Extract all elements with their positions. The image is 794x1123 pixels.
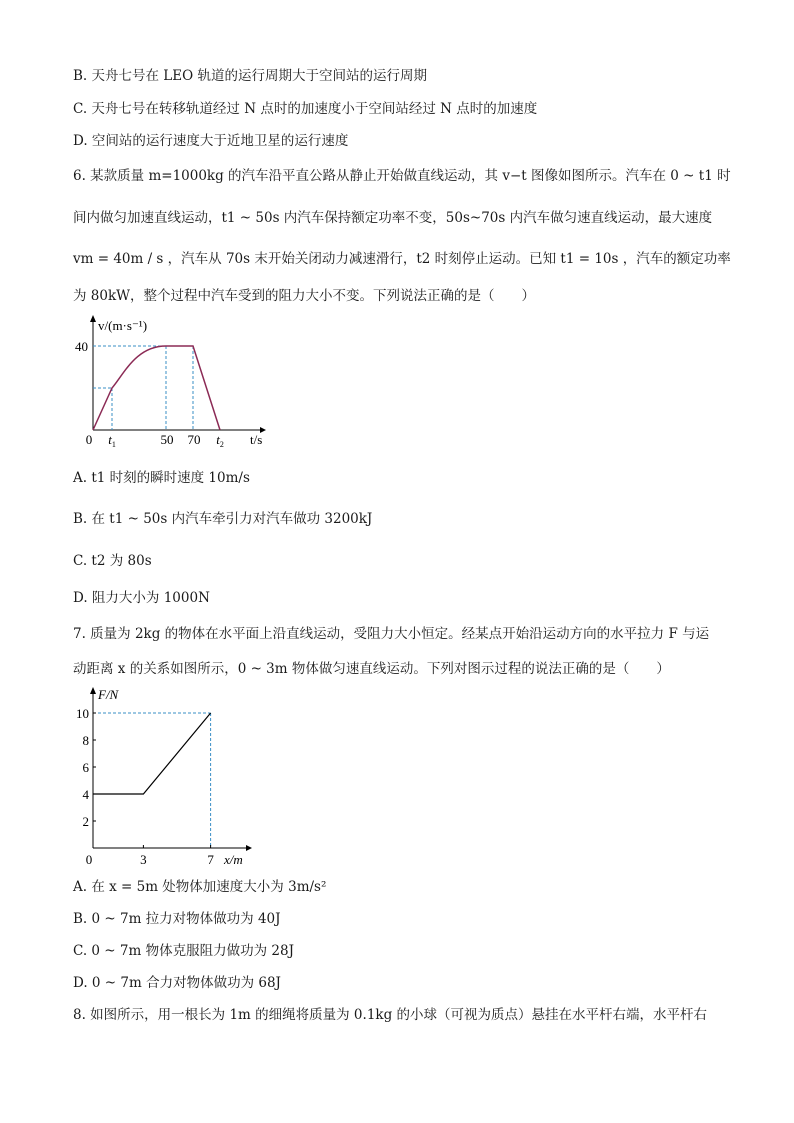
fx-x-arrow: [246, 845, 252, 851]
vt-ytick-40: 40: [75, 339, 88, 354]
q6-option-a: A. t1 时刻的瞬时速度 10m/s: [73, 470, 250, 486]
vt-series-line: [93, 346, 220, 430]
vt-chart: [70, 312, 270, 452]
q7-stem-line-1: 7. 质量为 2kg 的物体在水平面上沿直线运动，受阻力大小恒定。经某点开始沿运动方向的水平拉力 F 与运: [73, 626, 710, 642]
q6-option-b: B. 在 t1 ~ 50s 内汽车牵引力对汽车做功 3200kJ: [73, 511, 373, 527]
vt-xtick-t1: $t_1$: [108, 432, 116, 449]
fx-chart: [60, 682, 270, 872]
vt-xlabel: t/s: [250, 432, 263, 447]
q6-stem-line-1: 6. 某款质量 m=1000kg 的汽车沿平直公路从静止开始做直线运动，其 v−t 图像如图所示。汽车在 0 ~ t1 时: [73, 168, 731, 184]
fx-ylabel: F/N: [98, 687, 119, 702]
vt-ylabel: v/(m·s⁻¹): [98, 318, 148, 333]
q6-stem-line-2: 间内做匀加速直线运动，t1 ~ 50s 内汽车保持额定功率不变，50s~70s 内汽车做匀速直线运动，最大速度: [73, 210, 713, 226]
fx-ytick-6: 6: [82, 760, 89, 775]
q6-option-c: C. t2 为 80s: [73, 553, 152, 569]
vt-xtick-50: 50: [160, 432, 174, 447]
fx-xtick-0: 0: [85, 852, 93, 867]
q5-option-d: D. 空间站的运行速度大于近地卫星的运行速度: [73, 133, 349, 149]
q7-option-d: D. 0 ~ 7m 合力对物体做功为 68J: [73, 975, 281, 991]
vt-xtick-70: 70: [187, 432, 201, 447]
fx-y-arrow: [90, 687, 96, 694]
q8-stem-line-1: 8. 如图所示，用一根长为 1m 的细绳将质量为 0.1kg 的小球（可视为质点）悬挂在水平杆右端，水平杆右: [73, 1007, 708, 1023]
fx-ytick-10: 10: [76, 706, 89, 721]
q6-stem-line-4: 为 80kW，整个过程中汽车受到的阻力大小不变。下列说法正确的是（ ）: [73, 288, 536, 304]
fx-ytick-4: 4: [82, 787, 89, 802]
q7-stem-line-2: 动距离 x 的关系如图所示，0 ~ 3m 物体做匀速直线运动。下列对图示过程的说法正确的是（ ）: [73, 661, 670, 677]
q7-option-b: B. 0 ~ 7m 拉力对物体做功为 40J: [73, 911, 281, 927]
vt-y-arrow: [90, 315, 96, 322]
fx-ytick-2: 2: [82, 814, 89, 829]
vt-xtick-t2: $t_2$: [216, 432, 224, 449]
q6-stem-line-3: vm = 40m / s ，汽车从 70s 末开始关闭动力减速滑行，t2 时刻停止运动。已知 t1 = 10s ，汽车的额定功率: [73, 251, 731, 267]
fx-ytick-8: 8: [82, 733, 89, 748]
fx-xtick-7: 7: [207, 852, 214, 867]
vt-xtick-0: 0: [85, 432, 93, 447]
q6-option-d: D. 阻力大小为 1000N: [73, 590, 210, 606]
q5-option-c: C. 天舟七号在转移轨道经过 N 点时的加速度小于空间站经过 N 点时的加速度: [73, 101, 538, 117]
fx-series-line: [93, 713, 211, 794]
q7-option-c: C. 0 ~ 7m 物体克服阻力做功为 28J: [73, 943, 294, 959]
fx-xlabel: x/m: [224, 852, 243, 867]
q5-option-b: B. 天舟七号在 LEO 轨道的运行周期大于空间站的运行周期: [73, 68, 427, 84]
q7-option-a: A. 在 x = 5m 处物体加速度大小为 3m/s²: [73, 879, 327, 895]
fx-xtick-3: 3: [140, 852, 147, 867]
